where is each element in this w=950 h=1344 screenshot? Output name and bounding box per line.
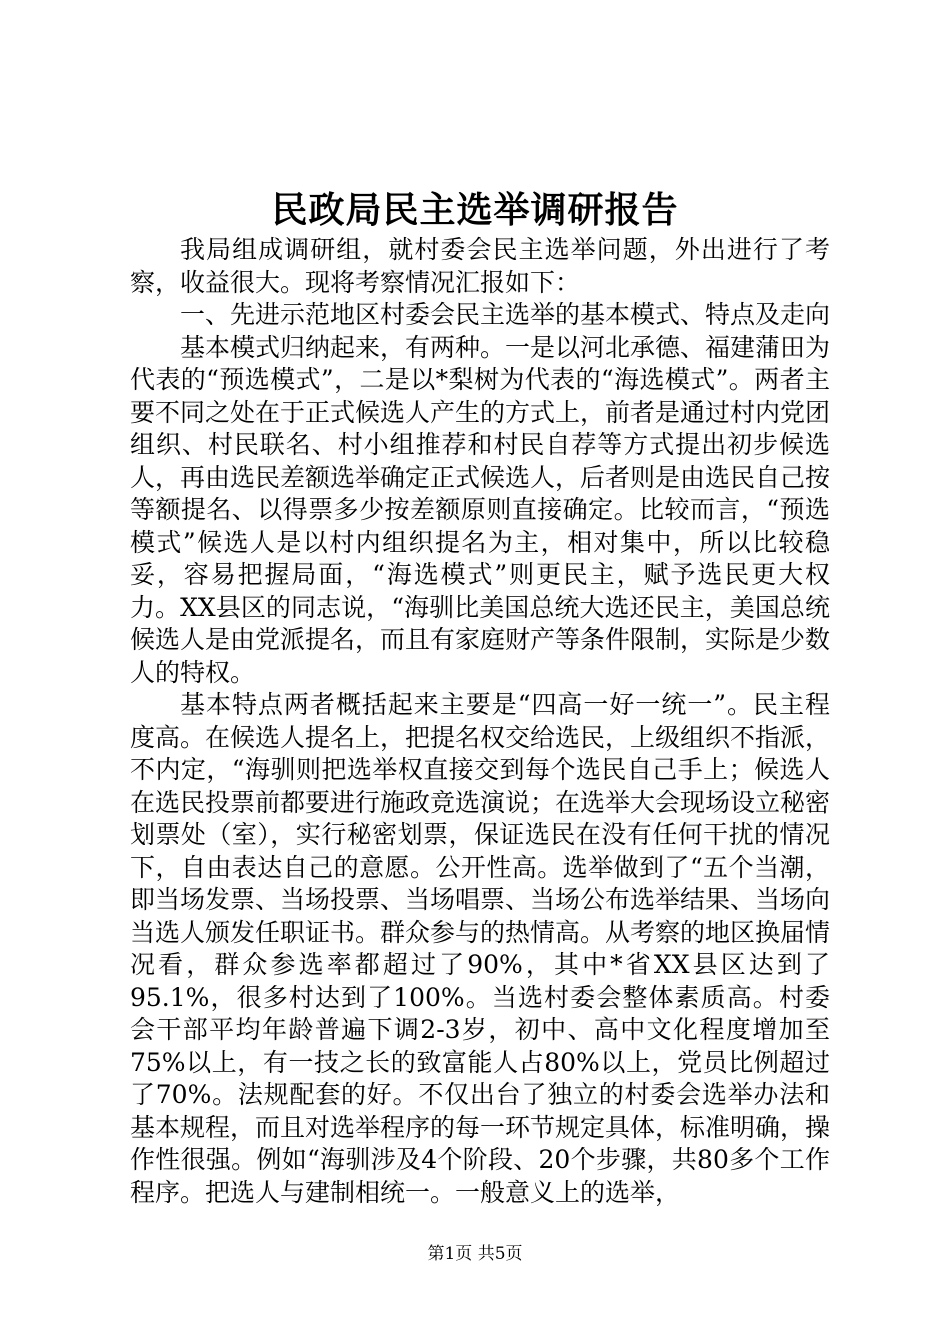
paragraph-basic-model: 基本模式归纳起来，有两种。一是以河北承德、福建蒲田为代表的“预选模式”，二是以*梨树为代表的“海选模式”。两者主要不同之处在于正式候选人产生的方式上，前者是通过村内党团组织、村民联名、村小组推荐和村民自荐等方式提出初步候选人，再由选民差额选举确定正式候选人，后者则是由选民自己按等额提名、以得票多少按差额原则直接确定。比较而言，“预选模式”候选人是以村内组织提名为主，相对集中，所以比较稳妥，容易把握局面，“海选模式”则更民主，赋予选民更大权力。XX县区的同志说，“海驯比美国总统大选还民主，美国总统候选人是由党派提名，而且有家庭财产等条件限制，实际是少数人的特权。 bbox=[130, 332, 831, 687]
document-body bbox=[130, 234, 830, 1209]
paragraph-basic-features: 基本特点两者概括起来主要是“四高一好一统一”。民主程度高。在候选人提名上，把提名权交给选民，上级组织不指派，不内定，“海驯则把选举权直接交到每个选民自己手上；候选人在选民投票前都要进行施政竞选演说；在选举大会现场设立秘密划票处（室），实行秘密划票，保证选民在没有任何干扰的情况下，自由表达自己的意愿。公开性高。选举做到了“五个当潮，即当场发票、当场投票、当场唱票、当场公布选举结果、当场向当选人颁发任职证书。群众参与的热情高。从考察的地区换届情况看，群众参选率都超过了90%，其中*省XX县区达到了95.1%，很多村达到了100%。当选村委会整体素质高。村委会干部平均年龄普遍下调2-3岁，初中、高中文化程度增加至75%以上，有一技之长的致富能人占80%以上，党员比例超过了70%。法规配套的好。不仅出台了独立的村委会选举办法和基本规程，而且对选举程序的每一环节规定具体，标准明确，操作性很强。例如“海驯涉及4个阶段、20个步骤，共80多个工作程序。把选人与建制相统一。一般意义上的选举， bbox=[130, 690, 831, 1207]
page-number-footer: 第1页 共5页 bbox=[427, 1244, 523, 1264]
section-heading-1: 一、先进示范地区村委会民主选举的基本模式、特点及走向 bbox=[180, 300, 831, 329]
paragraph-intro: 我局组成调研组，就村委会民主选举问题，外出进行了考察，收益很大。现将考察情况汇报如下： bbox=[130, 235, 830, 297]
document-title: 民政局民主选举调研报告 bbox=[271, 189, 679, 231]
